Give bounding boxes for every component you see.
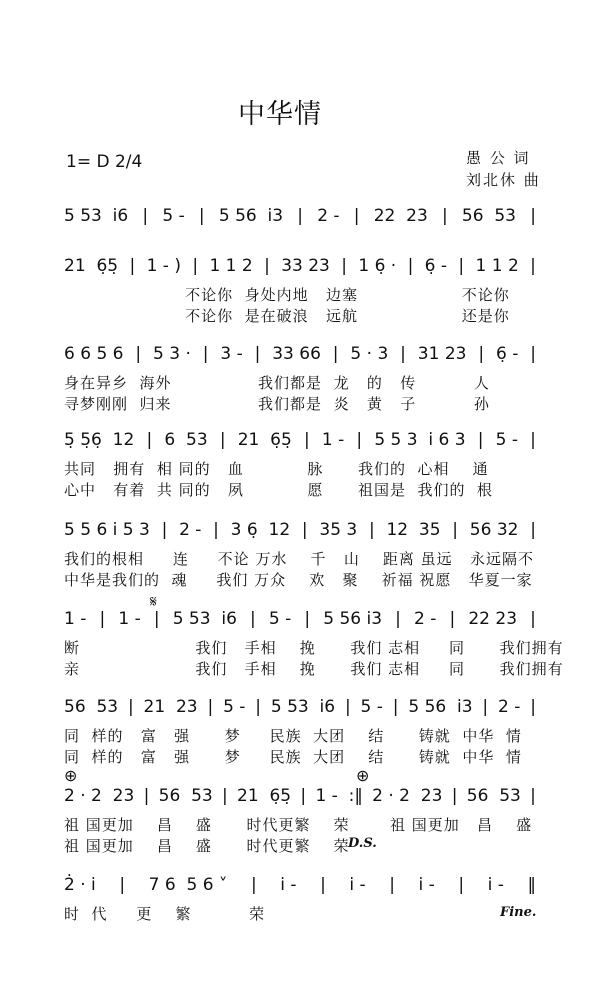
barline: | bbox=[458, 256, 465, 276]
barline: | bbox=[320, 875, 326, 895]
measure: 33 23 bbox=[281, 256, 330, 276]
barline: | bbox=[400, 344, 406, 364]
barline: | bbox=[192, 256, 199, 276]
lyric-line: 不论你 是在破浪 远航 还是你 bbox=[64, 307, 510, 325]
barline: | bbox=[395, 609, 401, 629]
barline: | bbox=[332, 344, 339, 364]
measure: 56 53 bbox=[461, 206, 516, 226]
measure: 6̣ - bbox=[495, 344, 519, 364]
measure: 5 - bbox=[162, 206, 185, 226]
measure: 21 23 bbox=[143, 697, 198, 717]
measure: 6 6 5 6 bbox=[64, 344, 124, 364]
barline: | bbox=[198, 206, 205, 226]
barline: | bbox=[119, 875, 126, 895]
lyric-line: 祖 国更加 昌 盛 时代更繁 荣 bbox=[64, 837, 350, 855]
notation-row bbox=[64, 697, 536, 717]
barline: | bbox=[458, 875, 465, 895]
measure: 5 56 i̇3 bbox=[218, 206, 284, 226]
barline: | bbox=[250, 609, 256, 629]
measure: 56 53 bbox=[466, 786, 521, 806]
coda-icon: ⊕ bbox=[356, 766, 370, 785]
measure: 6̣ - bbox=[424, 256, 448, 276]
notation-row bbox=[64, 786, 536, 806]
measure: 56 53 bbox=[158, 786, 213, 806]
lyric-line: 我们的根相 连 不论 万水 千 山 距离 虽远 永远隔不 bbox=[64, 550, 534, 568]
measure: 5 56 i̇3 bbox=[323, 609, 383, 629]
measure: i̇ - bbox=[280, 875, 297, 895]
measure: 6 53 bbox=[164, 430, 208, 450]
barline: | bbox=[449, 609, 456, 629]
barline: | bbox=[264, 256, 270, 276]
measure: 3 - bbox=[220, 344, 243, 364]
measure: 1 1 2 bbox=[475, 256, 519, 276]
barline: | bbox=[344, 697, 351, 717]
measure: 2 - bbox=[179, 520, 202, 540]
barline: | bbox=[303, 430, 310, 450]
barline: | bbox=[127, 697, 134, 717]
notation-row bbox=[64, 256, 536, 276]
segno-icon: 𝄋 bbox=[150, 592, 157, 611]
measure: i̇ - bbox=[487, 875, 504, 895]
barline: | bbox=[389, 875, 395, 895]
lyric-line: 不论你 身处内地 边塞 不论你 bbox=[64, 286, 510, 304]
measure: 1 - bbox=[321, 430, 345, 450]
barline: | bbox=[254, 344, 261, 364]
barline: | bbox=[300, 786, 307, 806]
song-title: 中华情 bbox=[238, 99, 322, 130]
barline: | bbox=[135, 344, 142, 364]
measure: 35 3 bbox=[319, 520, 358, 540]
measure: 5 56 i̇3 bbox=[408, 697, 473, 717]
barline: | bbox=[478, 344, 485, 364]
barline: | bbox=[530, 520, 536, 540]
measure: 5 5 3 i̇ 6 3 bbox=[374, 430, 466, 450]
barline: | bbox=[530, 344, 536, 364]
measure: 2 - bbox=[317, 206, 340, 226]
barline: | bbox=[530, 256, 536, 276]
measure: 5 - bbox=[223, 697, 246, 717]
barline: | bbox=[202, 344, 209, 364]
barline: | bbox=[477, 430, 484, 450]
barline: | bbox=[530, 786, 536, 806]
barline: | bbox=[129, 256, 136, 276]
barline: | bbox=[213, 520, 219, 540]
barline: | bbox=[207, 697, 214, 717]
measure: i̇ - bbox=[418, 875, 435, 895]
measure: 5 5 6 i̇ 5 3 bbox=[64, 520, 150, 540]
measure: 5 · 3 bbox=[350, 344, 389, 364]
notation-row bbox=[64, 430, 536, 450]
barline: | bbox=[99, 609, 106, 629]
barline: | bbox=[146, 430, 153, 450]
measure: 1 6̣ · bbox=[358, 256, 397, 276]
barline: | bbox=[255, 697, 262, 717]
barline: | bbox=[392, 697, 399, 717]
measure: 5 53 i̇6 bbox=[270, 697, 336, 717]
measure: 12 35 bbox=[386, 520, 441, 540]
measure: 1 - bbox=[118, 609, 141, 629]
barline: | bbox=[153, 609, 160, 629]
composer: 刘北休 曲 bbox=[466, 171, 541, 189]
lyric-line: 祖 国更加 昌 盛 时代更繁 荣 祖 国更加 昌 盛 bbox=[64, 816, 533, 834]
measure: 3 6̣ 12 bbox=[230, 520, 291, 540]
barline: | bbox=[441, 206, 448, 226]
barline: | bbox=[161, 520, 168, 540]
barline: | bbox=[482, 697, 489, 717]
notation-row bbox=[64, 609, 536, 629]
measure: 33 66 bbox=[272, 344, 321, 364]
barline: | bbox=[297, 206, 303, 226]
notation-row bbox=[64, 344, 536, 364]
barline: ‖ bbox=[527, 875, 536, 895]
measure: 1 - bbox=[64, 609, 87, 629]
barline: | bbox=[451, 786, 458, 806]
barline: | bbox=[142, 206, 149, 226]
measure: 7 6 5 6 ˅ bbox=[148, 875, 228, 895]
measure: 5̣ 5̣6̣ 12 bbox=[64, 430, 135, 450]
measure: 22 23 bbox=[468, 609, 518, 629]
measure: 1 1 2 bbox=[209, 256, 253, 276]
fine-mark: Fine. bbox=[500, 905, 537, 920]
measure: 5 - bbox=[268, 609, 292, 629]
lyric-line: 亲 我们 手相 挽 我们 志相 同 我们拥有 bbox=[64, 660, 564, 678]
measure: 2 - bbox=[498, 697, 521, 717]
barline: | bbox=[530, 609, 536, 629]
measure: 21 6̣5̣ bbox=[237, 786, 292, 806]
measure: 5 - bbox=[360, 697, 383, 717]
barline: | bbox=[368, 520, 375, 540]
notation-row bbox=[64, 206, 536, 226]
lyricist: 愚 公 词 bbox=[466, 149, 531, 167]
key-signature: 1= D 2/4 bbox=[66, 152, 143, 172]
barline: | bbox=[407, 256, 414, 276]
measure: 56 53 bbox=[64, 697, 119, 717]
barline: | bbox=[143, 786, 150, 806]
da-segno-mark: D.S. bbox=[348, 836, 377, 851]
barline: | bbox=[301, 520, 308, 540]
barline: | bbox=[219, 430, 226, 450]
barline: | bbox=[356, 430, 363, 450]
barline: | bbox=[250, 875, 257, 895]
barline: | bbox=[353, 206, 360, 226]
barline: | bbox=[530, 206, 536, 226]
lyric-line: 时 代 更 繁 荣 bbox=[64, 905, 266, 923]
lyric-line: 身在异乡 海外 我们都是 龙 的 传 人 bbox=[64, 374, 490, 392]
notation-row bbox=[64, 520, 536, 540]
measure: i̇ - bbox=[349, 875, 366, 895]
measure: 21 6̣5̣ bbox=[64, 256, 119, 276]
measure: 2 - bbox=[414, 609, 437, 629]
measure: 2 · 2 23 bbox=[64, 786, 135, 806]
barline: | bbox=[530, 430, 536, 450]
lyric-line: 共同 拥有 相 同的 血 脉 我们的 心相 通 bbox=[64, 460, 489, 478]
coda-icon: ⊕ bbox=[64, 766, 78, 785]
measure: 1 - ) bbox=[146, 256, 181, 276]
measure: 22 23 bbox=[373, 206, 428, 226]
measure: 2 · 2 23 bbox=[372, 786, 443, 806]
measure: 5 3 · bbox=[153, 344, 191, 364]
measure: 1 - :‖ bbox=[315, 786, 363, 806]
measure: 5 53 i̇6 bbox=[172, 609, 237, 629]
notation-row bbox=[64, 875, 536, 895]
barline: | bbox=[222, 786, 228, 806]
measure: 5 - bbox=[495, 430, 518, 450]
measure: 2̇ · i̇ bbox=[64, 875, 96, 895]
lyric-line: 中华是我们的 魂 我们 万众 欢 聚 祈福 祝愿 华夏一家 bbox=[64, 571, 533, 589]
lyric-line: 心中 有着 共 同的 夙 愿 祖国是 我们的 根 bbox=[64, 481, 494, 499]
barline: | bbox=[341, 256, 347, 276]
barline: | bbox=[452, 520, 459, 540]
lyric-line: 同 样的 富 强 梦 民族 大团 结 铸就 中华 情 bbox=[64, 727, 522, 745]
lyric-line: 断 我们 手相 挽 我们 志相 同 我们拥有 bbox=[64, 639, 564, 657]
measure: 56 32 bbox=[469, 520, 519, 540]
barline: | bbox=[304, 609, 311, 629]
lyric-line: 寻梦刚刚 归来 我们都是 炎 黄 子 孙 bbox=[64, 395, 490, 413]
measure: 21 6̣5̣ bbox=[237, 430, 292, 450]
measure: 31 23 bbox=[417, 344, 467, 364]
barline: | bbox=[530, 697, 536, 717]
lyric-line: 同 样的 富 强 梦 民族 大团 结 铸就 中华 情 bbox=[64, 748, 522, 766]
measure: 5 53 i̇6 bbox=[64, 206, 129, 226]
